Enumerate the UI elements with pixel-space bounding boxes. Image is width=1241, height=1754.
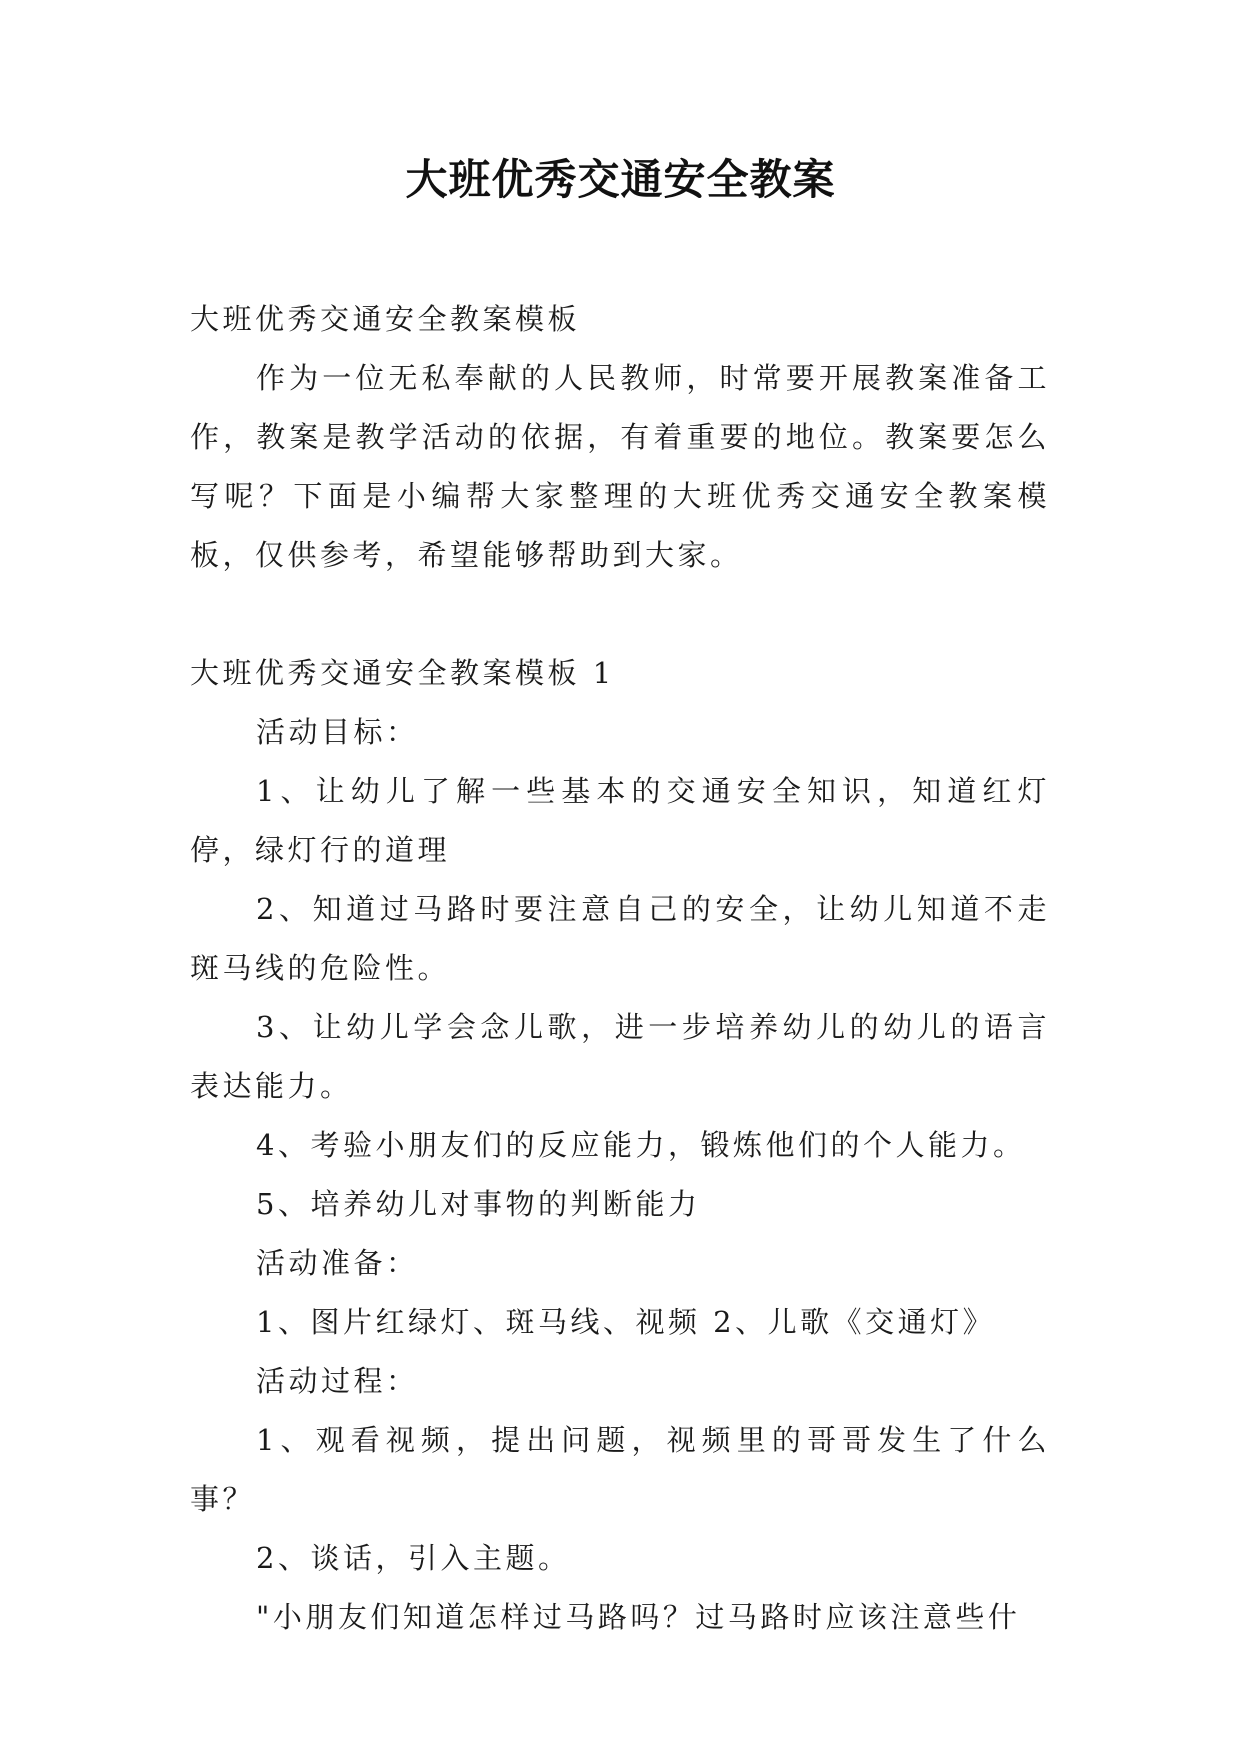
- prep-items: 1、图片红绿灯、斑马线、视频 2、儿歌《交通灯》: [256, 1305, 996, 1339]
- process-item-2: 2、谈话，引入主题。: [256, 1541, 571, 1575]
- paragraph-gap: [190, 585, 1050, 644]
- section-heading: 大班优秀交通安全教案模板 1: [190, 656, 615, 690]
- document-body: [190, 290, 1050, 1647]
- goal-item-2: 2、知道过马路时要注意自己的安全，让幼儿知道不走斑马线的危险性。: [190, 892, 1050, 985]
- subtitle: 大班优秀交通安全教案模板: [190, 302, 581, 336]
- goal-item-3: 3、让幼儿学会念儿歌，进一步培养幼儿的幼儿的语言表达能力。: [190, 1010, 1050, 1103]
- process-item-1: 1、观看视频，提出问题，视频里的哥哥发生了什么事？: [190, 1423, 1050, 1516]
- goals-label: 活动目标：: [256, 715, 419, 749]
- goal-item-1: 1、让幼儿了解一些基本的交通安全知识，知道红灯停，绿灯行的道理: [190, 774, 1050, 867]
- intro-paragraph: 作为一位无私奉献的人民教师，时常要开展教案准备工作，教案是教学活动的依据，有着重要的地位。教案要怎么写呢？下面是小编帮大家整理的大班优秀交通安全教案模板，仅供参考，希望能够帮助到大家。: [190, 361, 1050, 572]
- process-item-3: "小朋友们知道怎样过马路吗？过马路时应该注意些什: [256, 1600, 1021, 1634]
- goal-item-4: 4、考验小朋友们的反应能力，锻炼他们的个人能力。: [256, 1128, 1026, 1162]
- goal-item-5: 5、培养幼儿对事物的判断能力: [256, 1187, 701, 1221]
- process-label: 活动过程：: [256, 1364, 419, 1398]
- document-title: 大班优秀交通安全教案: [405, 155, 836, 204]
- prep-label: 活动准备：: [256, 1246, 419, 1280]
